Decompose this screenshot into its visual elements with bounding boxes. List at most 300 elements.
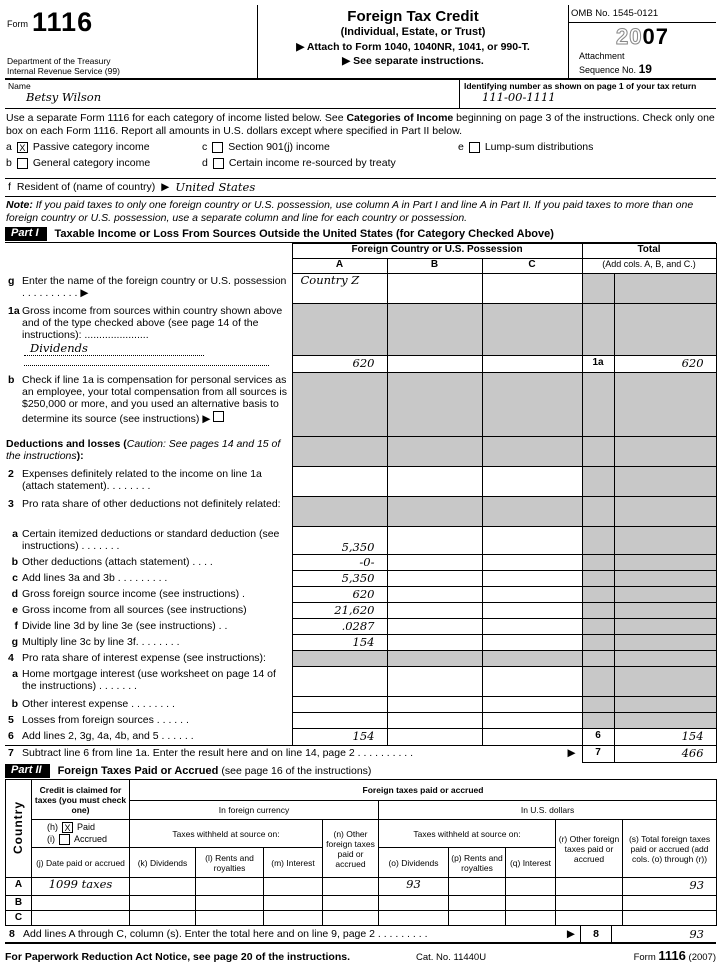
line-4-text: Pro rata share of interest expense (see instructions): [22,651,266,664]
see-instructions: ▶ See separate instructions. [342,55,484,68]
row-a-r-field[interactable] [556,878,623,896]
category-a-label: Passive category income [32,141,150,154]
row-b-m-field[interactable] [264,896,323,911]
row-c-r-field[interactable] [556,911,623,926]
country-a-field[interactable]: Country Z [292,274,387,304]
note-label: Note: [6,199,33,212]
line-3c-label [5,571,292,587]
line-4b-text: Other interest expense . . . . . . . . [22,697,175,710]
line-4b-total-shaded [614,697,716,713]
line-3f-text: Divide line 3d by line 3e (see instructions) . . [22,619,228,632]
line-4a-text: Home mortgage interest (use worksheet on page 14 of the instructions) . . . . . . . [22,667,276,692]
line-4a-box-shaded [582,667,614,697]
category-e-label: Lump-sum distributions [484,141,594,154]
line-2-a-field[interactable] [292,467,387,497]
column-b-header: B [387,259,482,274]
country-box-shaded [582,274,614,304]
row-a-label: A [6,878,32,896]
line-7-box-label: 7 [582,746,614,763]
line-1a-c-shaded [482,304,582,356]
row-a-p-field[interactable] [449,878,506,896]
line-3-b-shaded [387,497,482,527]
omb-block [568,5,716,78]
line-4-a-shaded [292,651,387,667]
paid-label: Paid [77,822,96,833]
line-3b-total-shaded [614,555,716,571]
line-3d-box-shaded [582,587,614,603]
line-g-number: g [8,274,15,287]
line-4b-a-field[interactable] [292,697,387,713]
part1-badge: Part I [5,227,47,241]
line-4a-total-shaded [614,667,716,697]
intro-bold: Categories of Income [346,112,454,125]
line-5-box-shaded [582,713,614,729]
line-1a-text: Gross income from sources within country shown above and of the type checked above (see page 14 of the instructions): ...................... [22,304,283,342]
catalog-number: Cat. No. 11440U [416,952,487,964]
accrued-letter: (i) [47,834,55,845]
sequence-number: 19 [638,61,652,76]
line-3f-a-field[interactable]: .0287 [292,619,387,635]
country-b-field[interactable] [387,274,482,304]
attachment-label: Attachment [579,51,625,62]
col-n-header: (n) Other foreign taxes paid or accrued [323,820,379,878]
line-5-c-field[interactable] [482,713,582,729]
line-3b-text: Other deductions (attach statement) . . . . [22,555,213,568]
line-6-total-field[interactable]: 154 [614,729,716,746]
col-q-header: (q) Interest [506,848,556,878]
form-title: Foreign Tax Credit [347,8,479,25]
credit-claimed-header: Credit is claimed for taxes (you must check one) [32,780,130,820]
row-b-p-field[interactable] [449,896,506,911]
category-b-letter: b [6,157,12,170]
line-6-c-field[interactable] [482,729,582,746]
line-3e-box-shaded [582,603,614,619]
form-number-block [5,5,258,78]
line-6-text: Add lines 2, 3g, 4a, 4b, and 5 . . . . . . [22,729,194,742]
category-d-resourced[interactable] [202,157,458,169]
identifying-number-label: Identifying number as shown on page 1 of your tax return [464,81,697,92]
line-3g-label [5,635,292,651]
line-7-total-field[interactable]: 466 [614,746,716,763]
paid-option[interactable] [33,822,128,833]
line-1a-b-field[interactable] [387,356,482,373]
line-3c-text: Add lines 3a and 3b . . . . . . . . . [22,571,168,584]
note-paragraph [5,197,716,226]
line-3c-box-shaded [582,571,614,587]
line-1b-c-shaded [482,373,582,437]
line-3e-label [5,603,292,619]
line-3c-c-field[interactable] [482,571,582,587]
line-4b-box-shaded [582,697,614,713]
line-3a-box-shaded [582,527,614,555]
col-l-header: (l) Rents and royalties [196,848,264,878]
form-word: Form [7,19,28,29]
row-c-o-field[interactable] [379,911,449,926]
line-6-b-field[interactable] [387,729,482,746]
category-c-letter: c [202,141,208,154]
footer-form-id [596,948,716,963]
category-c-checkbox[interactable] [212,142,223,153]
deductions-caution: Caution: See pages 14 and 15 of the instructions [6,437,281,462]
line-3e-text: Gross income from all sources (see instructions) [22,603,247,616]
line-3-number: 3 [8,497,14,510]
part2-table [5,779,717,926]
category-d-label: Certain income re-sourced by treaty [228,157,396,170]
column-a-header: A [292,259,387,274]
line-6-number: 6 [8,729,14,742]
line-8-number: 8 [9,928,15,941]
row-b-l-field[interactable] [196,896,264,911]
line-8-box-label: 8 [580,926,612,942]
line-3c-b-field[interactable] [387,571,482,587]
line-1b-b-shaded [387,373,482,437]
line-4b-number: b [11,697,18,710]
line-g-label [5,274,292,304]
part2-title: Foreign Taxes Paid or Accrued (see page 16 of the instructions) [57,764,372,777]
category-d-letter: d [202,157,208,170]
line-3d-b-field[interactable] [387,587,482,603]
resident-letter: f [8,181,11,194]
line-1a-total-shaded [614,304,716,356]
row-a-m-field[interactable] [264,878,323,896]
line-3e-b-field[interactable] [387,603,482,619]
line-7-text: Subtract line 6 from line 1a. Enter the result here and on line 14, page 2 . . . . . . . . . . [22,747,414,760]
row-c-n-field[interactable] [323,911,379,926]
line-1a-c-field[interactable] [482,356,582,373]
resident-row [5,178,716,198]
part1-header [5,226,716,243]
col-r-header: (r) Other foreign taxes paid or accrued [556,820,623,878]
row-b-q-field[interactable] [506,896,556,911]
country-vertical-label: Country [11,801,26,855]
line-3e-number: e [12,603,18,616]
line-3e-total-shaded [614,603,716,619]
page-footer [5,944,716,963]
line-2-text: Expenses definitely related to the income on line 1a (attach statement). . . . . . . . [22,467,262,492]
footer-form-year: (2007) [688,952,716,964]
line-4a-number: a [12,667,18,680]
line-1b-text: Check if line 1a is compensation for personal services as an employee, your total compensation from all sources is $250,000 or more, and you used an alternative basis to determine its source (see instructions) ▶ [22,373,287,425]
category-b-general[interactable] [6,157,202,169]
line-4-total-shaded [614,651,716,667]
line-1a-label [5,304,292,373]
foreign-taxes-group-header: Foreign taxes paid or accrued [130,780,717,801]
country-total-shaded [614,274,716,304]
row-b-o-field[interactable] [379,896,449,911]
country-column-header [6,780,32,878]
line-4a-b-field[interactable] [387,667,482,697]
intro-text-1: Use a separate Form 1116 for each category of income listed below. See [6,112,347,125]
line-4a-a-field[interactable] [292,667,387,697]
line-1a-a-field[interactable]: 620 [292,356,387,373]
paperwork-notice: For Paperwork Reduction Act Notice, see page 20 of the instructions. [5,951,351,964]
line-3-text: Pro rata share of other deductions not definitely related: [22,497,281,510]
category-checkboxes [5,139,716,178]
line-3f-b-field[interactable] [387,619,482,635]
line-3-box-shaded [582,497,614,527]
row-b-k-field[interactable] [130,896,196,911]
line-3f-label [5,619,292,635]
row-a-n-field[interactable] [323,878,379,896]
us-dollars-header: In U.S. dollars [379,800,717,819]
footer-form-number: 1116 [658,948,686,964]
category-b-checkbox[interactable] [17,158,28,169]
line-3f-number: f [14,619,18,632]
form-number: 1116 [32,7,94,37]
line-1a-b-shaded [387,304,482,356]
category-c-section901j[interactable] [202,141,458,153]
form-title-block [258,5,568,78]
category-d-checkbox[interactable] [213,158,224,169]
line-3-c-shaded [482,497,582,527]
col-p-header: (p) Rents and royalties [449,848,506,878]
line-4b-c-field[interactable] [482,697,582,713]
line-3g-b-field[interactable] [387,635,482,651]
withheld-foreign-header: Taxes withheld at source on: [130,820,323,848]
deductions-header [5,437,292,467]
total-column-subheader: (Add cols. A, B, and C.) [582,259,716,274]
line-5-a-field[interactable] [292,713,387,729]
row-a-k-field[interactable] [130,878,196,896]
row-b-date-field[interactable] [32,896,130,911]
row-a-o-field[interactable]: 93 [379,878,449,896]
line-2-box-shaded [582,467,614,497]
line-3a-b-field[interactable] [387,527,482,555]
dept-line1: Department of the Treasury [7,55,111,66]
row-c-m-field[interactable] [264,911,323,926]
line-3g-a-field[interactable]: 154 [292,635,387,651]
row-b-label: B [6,896,32,911]
table-row [6,896,717,911]
line-1b-number: b [8,373,15,386]
paid-checkbox[interactable]: X [62,822,73,833]
line-3d-a-field[interactable]: 620 [292,587,387,603]
row-c-p-field[interactable] [449,911,506,926]
category-e-lumpsum[interactable] [458,141,715,153]
line-2-c-field[interactable] [482,467,582,497]
line-3g-box-shaded [582,635,614,651]
line-3f-c-field[interactable] [482,619,582,635]
identifying-number-field[interactable]: 111-00-1111 [482,90,556,105]
row-a-date-field[interactable]: 1099 taxes [32,878,130,896]
line-5-total-shaded [614,713,716,729]
name-field[interactable]: Betsy Wilson [26,90,102,105]
line-2-label [5,467,292,497]
line-4a-label [5,667,292,697]
row-a-s-field[interactable]: 93 [623,878,717,896]
row-c-k-field[interactable] [130,911,196,926]
line-1a-dotted-line [24,356,269,366]
omb-number: OMB No. 1545-0121 [569,5,716,23]
sequence-label: Sequence No. [579,64,637,75]
line-3d-number: d [11,587,18,600]
line-4-box-shaded [582,651,614,667]
resident-label: Resident of (name of country) [16,181,156,194]
line-3-a-shaded [292,497,387,527]
col-k-header: (k) Dividends [130,848,196,878]
line-8-row [5,926,716,944]
line-3c-number: c [12,571,18,584]
line-1a-a-shaded [292,304,387,356]
paid-accrued-checkboxes [32,820,130,848]
line-7-number: 7 [8,747,14,760]
line-4-number: 4 [8,651,14,664]
part2-badge: Part II [5,764,50,778]
deductions-b-shaded [387,437,482,467]
line-8-arrow: ▶ [566,928,575,941]
line-3g-c-field[interactable] [482,635,582,651]
line-4-label [5,651,292,667]
foreign-currency-header: In foreign currency [130,800,379,819]
line-5-number: 5 [8,713,14,726]
line-3g-total-shaded [614,635,716,651]
line-1a-number: 1a [8,304,20,317]
country-c-field[interactable] [482,274,582,304]
line-7-label [5,746,582,763]
deductions-header-1: Deductions and losses ( [6,437,127,450]
category-a-letter: a [6,141,12,154]
category-b-label: General category income [32,157,151,170]
line-1b-box-shaded [582,373,614,437]
line-4b-b-field[interactable] [387,697,482,713]
accrued-label: Accrued [74,834,108,845]
col-s-header: (s) Total foreign taxes paid or accrued (add cols. (o) through (r)) [623,820,717,878]
note-text: If you paid taxes to only one foreign country or U.S. possession, use column A in Part I and line A in Part II. If you paid taxes to more than one foreign country or U.S. possession, use a separate column and line for each country or possession. [6,199,694,224]
form-subtitle: (Individual, Estate, or Trust) [340,25,486,38]
row-c-q-field[interactable] [506,911,556,926]
tax-year [569,23,716,50]
tax-year-prefix: 20 [616,24,643,50]
name-label: Name [8,81,31,92]
deductions-box-shaded [582,437,614,467]
line-3a-text: Certain itemized deductions or standard deduction (see instructions) . . . . . . . [22,527,280,552]
deductions-c-shaded [482,437,582,467]
form-header [5,5,716,80]
line-3d-text: Gross foreign source income (see instructions) . [22,587,245,600]
row-a-l-field[interactable] [196,878,264,896]
row-c-date-field[interactable] [32,911,130,926]
line-3b-c-field[interactable] [482,555,582,571]
line-5-text: Losses from foreign sources . . . . . . [22,713,189,726]
category-e-checkbox[interactable] [469,142,480,153]
deductions-a-shaded [292,437,387,467]
line-3c-total-shaded [614,571,716,587]
table-row [6,878,717,896]
row-c-label: C [6,911,32,926]
line-3e-c-field[interactable] [482,603,582,619]
part1-title: Taxable Income or Loss From Sources Outside the United States (for Category Checked Above) [54,227,554,240]
line-7-arrow: ▶ [567,747,576,760]
line-4a-c-field[interactable] [482,667,582,697]
line-4b-label [5,697,292,713]
resident-arrow: ▶ [161,181,170,194]
row-b-s-field[interactable] [623,896,717,911]
col-o-header: (o) Dividends [379,848,449,878]
line-3d-c-field[interactable] [482,587,582,603]
line-3g-text: Multiply line 3c by line 3f. . . . . . . . [22,635,180,648]
footer-form-word: Form [633,952,656,964]
part2-title-paren: (see page 16 of the instructions) [221,764,372,777]
category-a-passive[interactable] [6,141,202,153]
tax-year-suffix: 07 [642,24,669,50]
line-3-label [5,497,292,527]
row-b-r-field[interactable] [556,896,623,911]
line-3b-b-field[interactable] [387,555,482,571]
row-c-l-field[interactable] [196,911,264,926]
row-a-q-field[interactable] [506,878,556,896]
line-3b-box-shaded [582,555,614,571]
line-3d-total-shaded [614,587,716,603]
column-c-header: C [482,259,582,274]
attach-instruction: ▶ Attach to Form 1040, 1040NR, 1041, or 990-T. [296,40,530,53]
line-3a-c-field[interactable] [482,527,582,555]
col-m-header: (m) Interest [264,848,323,878]
withheld-us-header: Taxes withheld at source on: [379,820,556,848]
line-2-number: 2 [8,467,14,480]
deductions-total-shaded [614,437,716,467]
line-8-text: Add lines A through C, column (s). Enter the total here and on line 9, page 2 . . . . . . . . . [23,928,428,941]
line-1b-total-shaded [614,373,716,437]
line-3e-a-field[interactable]: 21,620 [292,603,387,619]
identity-row [5,80,716,109]
part1-header-spacer [5,244,292,274]
row-b-n-field[interactable] [323,896,379,911]
line-3c-a-field[interactable]: 5,350 [292,571,387,587]
line-2-b-field[interactable] [387,467,482,497]
part1-table [5,243,717,763]
line-1a-box-label: 1a [582,356,614,373]
line-6-a-field[interactable]: 154 [292,729,387,746]
line-3a-number: a [12,527,18,540]
line-3g-number: g [11,635,18,648]
line-2-total-shaded [614,467,716,497]
accrued-checkbox[interactable] [59,834,70,845]
line-5-b-field[interactable] [387,713,482,729]
line-8-total-field[interactable]: 93 [689,927,704,942]
accrued-option[interactable] [33,834,128,845]
line-3b-label [5,555,292,571]
line-6-label [5,729,292,746]
line-3d-label [5,587,292,603]
resident-country-field[interactable]: United States [175,179,256,194]
line-3a-total-shaded [614,527,716,555]
col-j-header: (j) Date paid or accrued [32,848,130,878]
line-4-c-shaded [482,651,582,667]
line-3b-number: b [11,555,18,568]
category-c-label: Section 901(j) income [228,141,330,154]
line-6-box-label: 6 [582,729,614,746]
line-3-total-shaded [614,497,716,527]
dept-line2: Internal Revenue Service (99) [7,66,120,77]
line-1a-box-shaded [582,304,614,356]
line-3a-a-field[interactable]: 5,350 [292,527,387,555]
line-3b-a-field[interactable]: -0- [292,555,387,571]
line-1b-a-shaded [292,373,387,437]
line-1a-total-field[interactable]: 620 [614,356,716,373]
line-4-b-shaded [387,651,482,667]
row-c-s-field[interactable] [623,911,717,926]
line-1b-label [5,373,292,437]
line-3f-total-shaded [614,619,716,635]
line-1b-checkbox[interactable] [213,411,224,422]
line-1a-written-field[interactable]: Dividends [24,342,204,357]
line-g-text: Enter the name of the foreign country or U.S. possession . . . . . . . . . . ▶ [22,274,287,299]
deductions-header-2: ): [76,450,84,462]
paid-letter: (h) [47,822,58,833]
category-a-checkbox[interactable]: X [17,142,28,153]
line-3a-label [5,527,292,555]
total-column-header: Total [582,244,716,259]
